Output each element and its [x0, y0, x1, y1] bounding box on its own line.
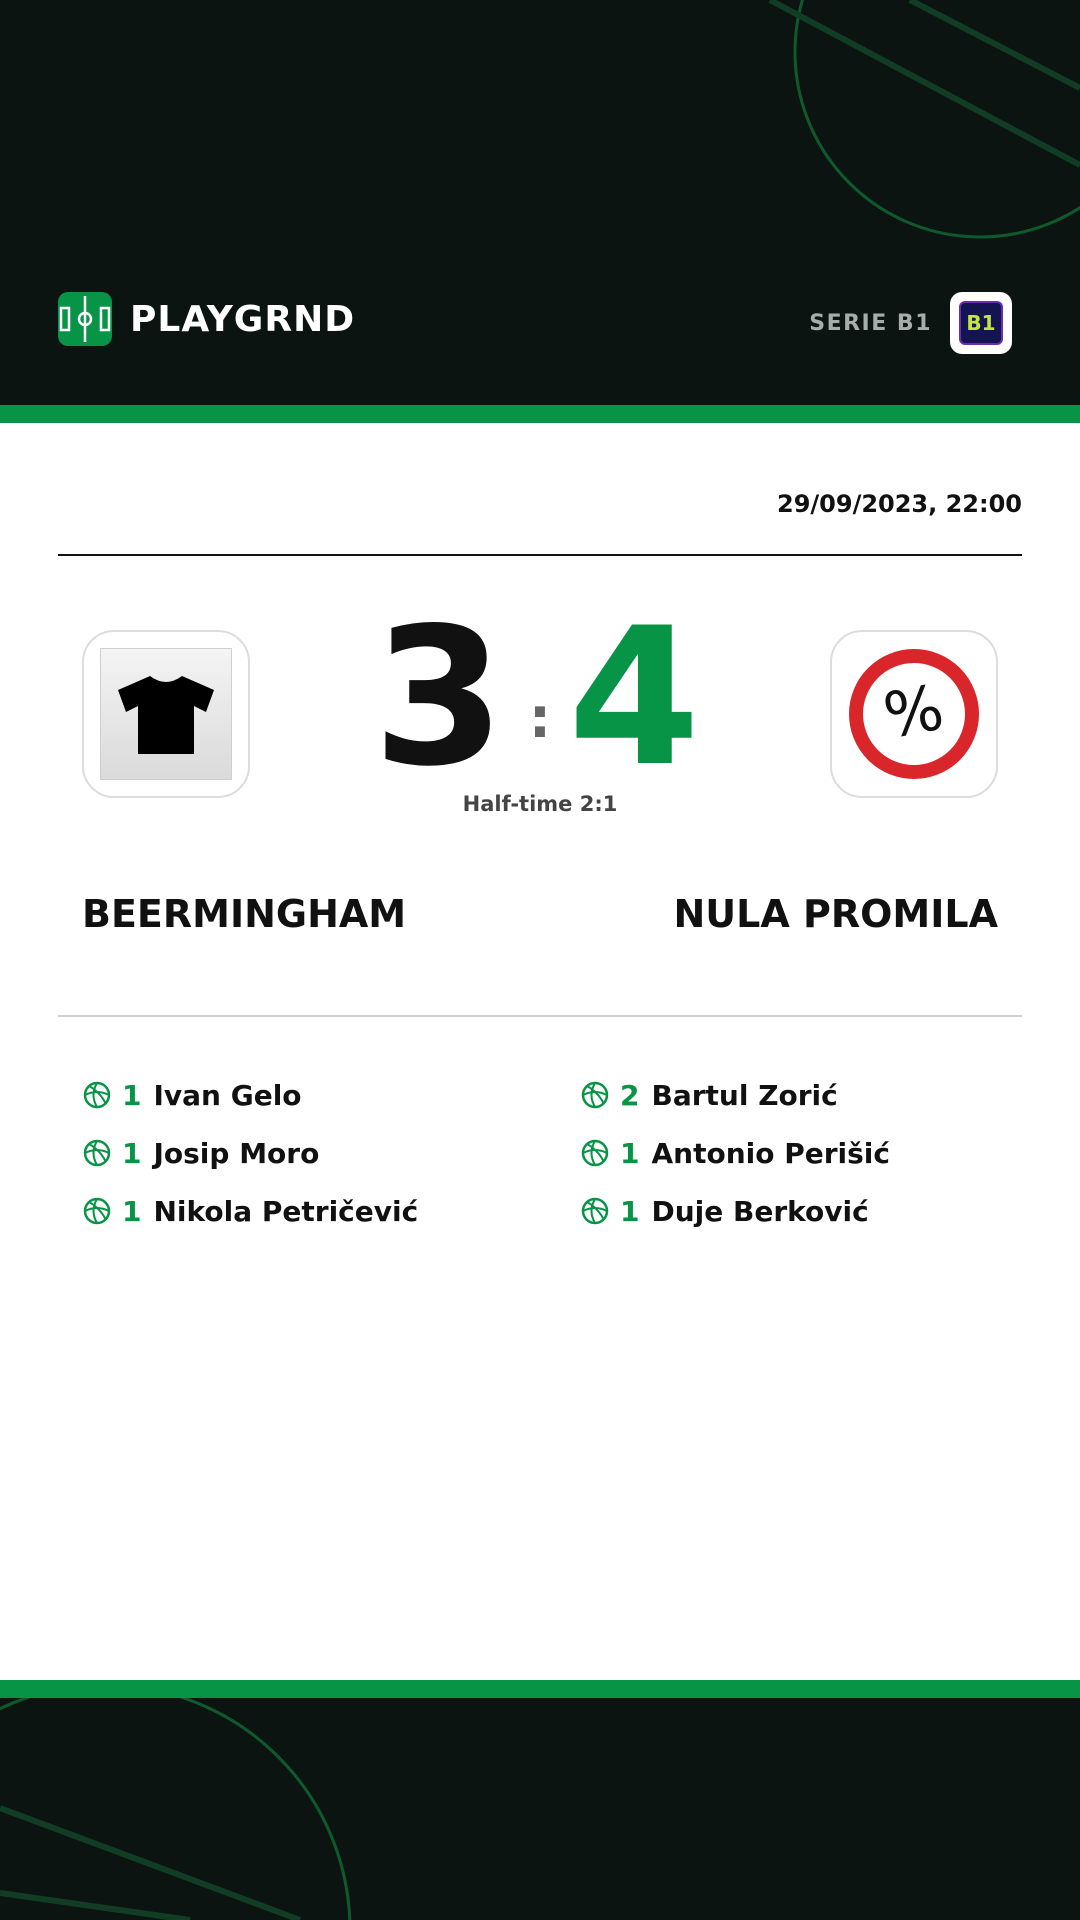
player-name: Nikola Petričević [153, 1194, 419, 1228]
league-name: SERIE B1 [809, 310, 932, 336]
league-badge [950, 292, 1012, 354]
brand [58, 292, 355, 346]
match-datetime: 29/09/2023, 22:00 [777, 490, 1022, 518]
pitch-lines-decoration [0, 1698, 1080, 1920]
pitch-logo-icon [58, 292, 112, 346]
ball-icon [580, 1080, 610, 1110]
goal-count: 1 [122, 1136, 142, 1170]
goal-count: 1 [122, 1194, 142, 1228]
league-badge-text: B1 [966, 311, 996, 335]
ball-icon [82, 1138, 112, 1168]
footer-accent-stripe [0, 1680, 1080, 1698]
home-score: 3 [372, 587, 505, 808]
footer-banner [0, 1698, 1080, 1920]
away-score: 4 [568, 587, 701, 808]
ball-icon [580, 1196, 610, 1226]
goal-count: 1 [620, 1194, 640, 1228]
scorer-row [82, 1066, 418, 1124]
divider [58, 554, 1022, 556]
home-scorers-list [82, 1066, 418, 1240]
goal-count: 1 [620, 1136, 640, 1170]
brand-name: PLAYGRND [130, 298, 356, 340]
scorer-row [82, 1124, 418, 1182]
scorer-row [82, 1182, 418, 1240]
away-crest-text: % [878, 670, 949, 753]
divider [58, 1015, 1022, 1017]
player-name: Antonio Perišić [651, 1136, 891, 1170]
ball-icon [82, 1196, 112, 1226]
halftime-score: Half-time 2:1 [462, 792, 618, 816]
player-name: Ivan Gelo [153, 1078, 302, 1112]
goal-count: 1 [122, 1078, 142, 1112]
score-separator: : [528, 686, 552, 751]
scorer-row [580, 1182, 890, 1240]
away-scorers-list [580, 1066, 890, 1240]
scorer-row [580, 1066, 890, 1124]
player-name: Josip Moro [153, 1136, 320, 1170]
header-accent-stripe [0, 405, 1080, 423]
player-name: Duje Berković [651, 1194, 869, 1228]
scorer-row [580, 1124, 890, 1182]
goal-count: 2 [620, 1078, 640, 1112]
ball-icon [580, 1138, 610, 1168]
away-team-name: NULA PROMILA [673, 892, 998, 936]
league-info [809, 292, 1012, 354]
player-name: Bartul Zorić [651, 1078, 838, 1112]
ball-icon [82, 1080, 112, 1110]
home-team-name: BEERMINGHAM [82, 892, 407, 936]
header-banner [0, 0, 1080, 405]
